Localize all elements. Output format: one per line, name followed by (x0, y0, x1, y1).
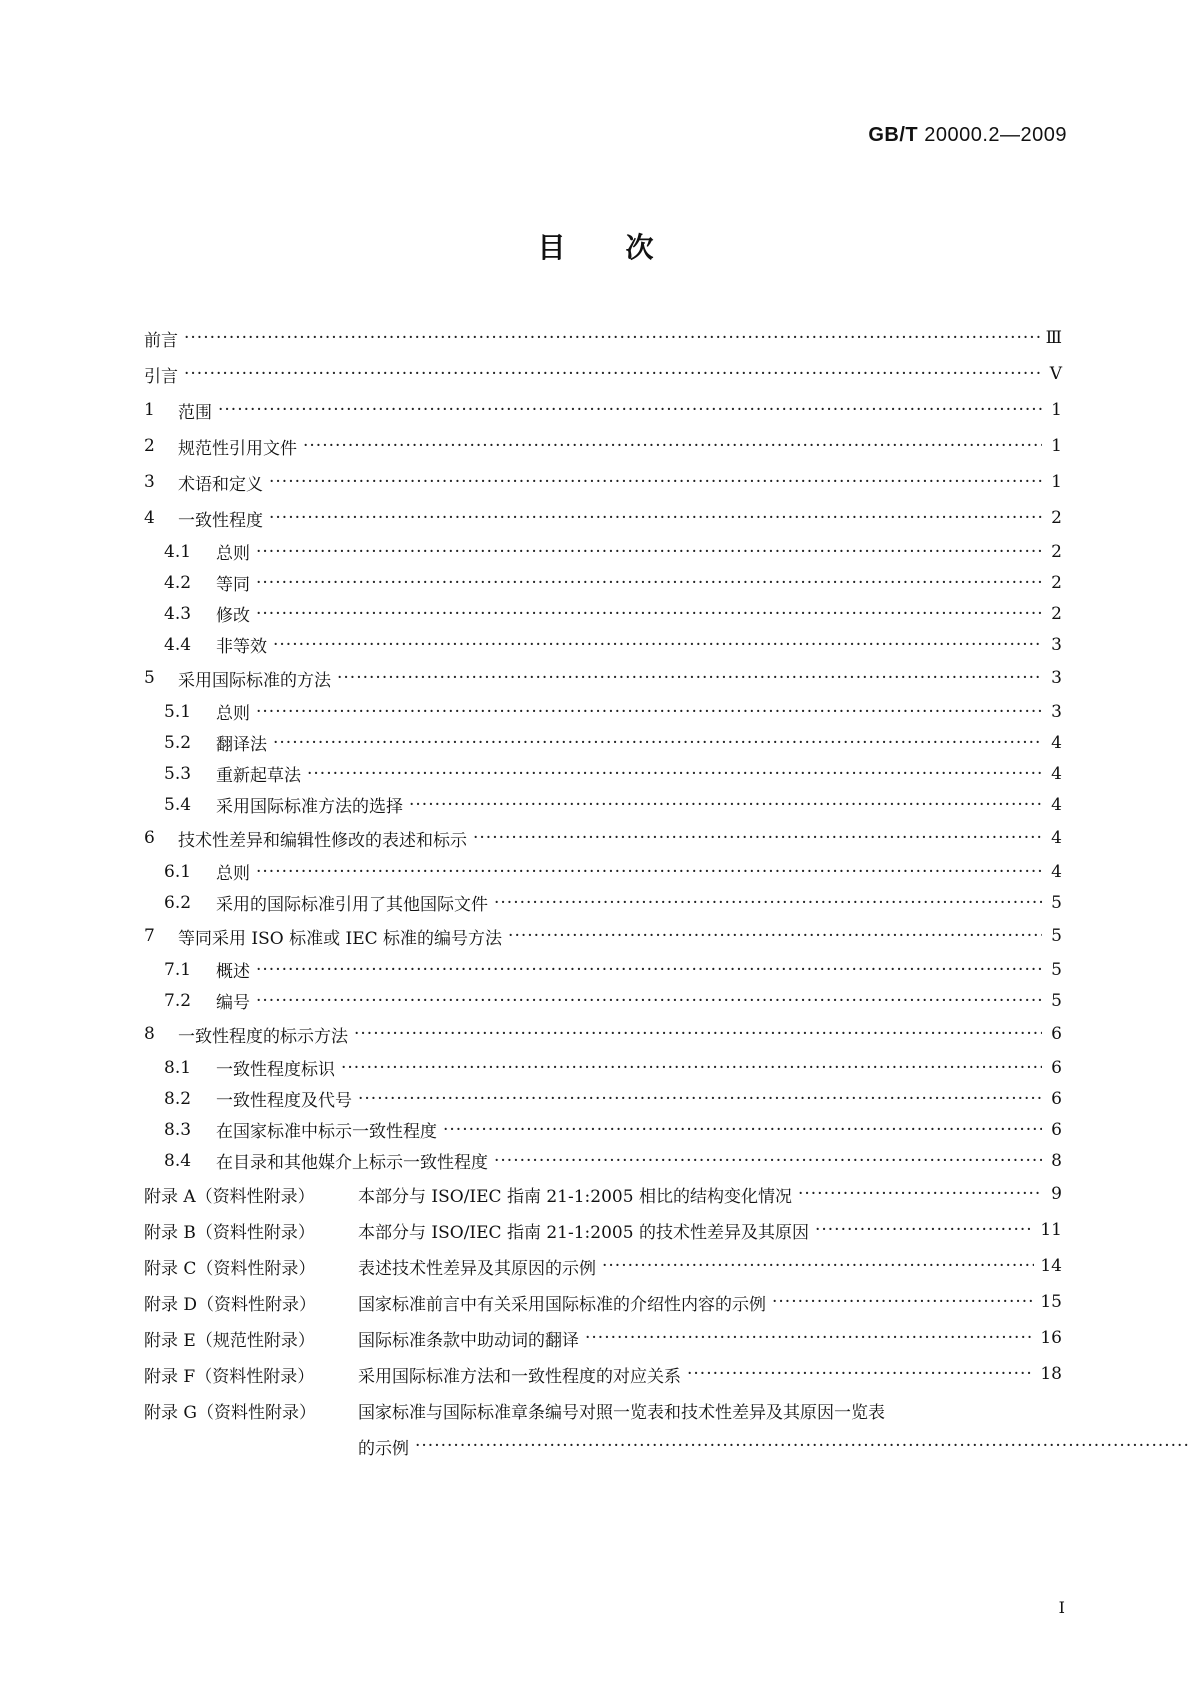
toc-entry-number: 3 (144, 472, 155, 492)
toc-entry-label: 总则 (216, 864, 250, 884)
toc-entry-label: 等同采用 ISO 标准或 IEC 标准的编号方法 (178, 928, 503, 949)
annex-label: 附录 F（资料性附录） (144, 1366, 315, 1387)
toc-entry-page: 3 (1051, 634, 1062, 655)
toc-entry-page: 2 (1051, 508, 1062, 528)
toc-entry-page: 14 (1040, 1256, 1062, 1276)
annex-title: 国家标准前言中有关采用国际标准的介绍性内容的示例 (358, 1294, 766, 1315)
toc-entry-page: Ⅲ (1045, 328, 1062, 348)
dot-leader (256, 862, 1042, 882)
toc-entry-number: 4.3 (164, 603, 192, 624)
toc-subentry[interactable] (144, 567, 1062, 598)
toc-entry-number: 8.4 (164, 1150, 192, 1171)
toc-annex-entry[interactable] (144, 1212, 1062, 1248)
toc-entry-page: 6 (1051, 1024, 1062, 1044)
standard-code-prefix: GB/T (868, 124, 919, 146)
toc-entry-page: 6 (1051, 1088, 1062, 1109)
annex-title: 表述技术性差异及其原因的示例 (358, 1258, 596, 1279)
toc-entry-number: 6 (144, 828, 155, 848)
toc-entry-page: Ⅴ (1049, 364, 1062, 384)
toc-entry-label: 等同 (216, 575, 250, 595)
dot-leader (815, 1220, 1034, 1240)
annex-label: 附录 G（资料性附录） (144, 1402, 316, 1423)
dot-leader (473, 828, 1042, 848)
dot-leader (602, 1256, 1034, 1276)
dot-leader (415, 1436, 1191, 1456)
dot-leader (508, 926, 1042, 946)
dot-leader (409, 795, 1042, 815)
toc-entry-page: 11 (1040, 1220, 1062, 1240)
toc-annex-entry[interactable] (144, 1356, 1062, 1392)
toc-subentry[interactable] (144, 887, 1062, 918)
toc-entry-label: 一致性程度及代号 (216, 1091, 352, 1111)
toc-entry-number: 2 (144, 436, 155, 456)
toc-entry-number: 5.3 (164, 763, 192, 784)
toc-entry-number: 4.2 (164, 572, 192, 593)
toc-entry-number: 7.1 (164, 959, 192, 980)
annex-title: 国际标准条款中助动词的翻译 (358, 1330, 579, 1351)
toc-entry-label: 规范性引用文件 (178, 438, 297, 459)
dot-leader (269, 508, 1042, 528)
annex-title-line2-row (358, 1428, 1191, 1464)
toc-entry[interactable] (144, 820, 1062, 856)
toc-entry-number: 8.2 (164, 1088, 192, 1109)
toc-annex-entry-g[interactable] (144, 1392, 1062, 1464)
toc-subentry[interactable] (144, 758, 1062, 789)
annex-title: 本部分与 ISO/IEC 指南 21-1:2005 相比的结构变化情况 (358, 1186, 792, 1207)
toc-entry-number: 8.3 (164, 1119, 192, 1140)
toc-entry-label: 概述 (216, 962, 250, 982)
toc-entry-number: 6.1 (164, 861, 192, 882)
dot-leader (443, 1120, 1042, 1140)
toc-entry-label: 一致性程度的标示方法 (178, 1026, 348, 1047)
dot-leader (772, 1292, 1034, 1312)
toc-entry-page: 9 (1051, 1184, 1062, 1204)
toc-entry-label: 总则 (216, 544, 250, 564)
toc-annex-entry[interactable] (144, 1320, 1062, 1356)
toc-entry-label: 非等效 (216, 637, 267, 657)
toc-entry-label: 采用国际标准方法的选择 (216, 797, 403, 817)
toc-subentry[interactable] (144, 727, 1062, 758)
toc-entry-label: 在目录和其他媒介上标示一致性程度 (216, 1153, 488, 1173)
toc-entry-number: 5 (144, 668, 155, 688)
toc-entry-label: 编号 (216, 993, 250, 1013)
standard-code-number: 20000.2—2009 (924, 124, 1067, 146)
toc-entry-page: 5 (1051, 990, 1062, 1011)
toc-subentry[interactable] (144, 1114, 1062, 1145)
toc-entry[interactable] (144, 918, 1062, 954)
toc-entry-number: 8.1 (164, 1057, 192, 1078)
toc-entry[interactable] (144, 660, 1062, 696)
annex-label: 附录 A（资料性附录） (144, 1186, 315, 1207)
dot-leader (256, 702, 1042, 722)
annex-title: 本部分与 ISO/IEC 指南 21-1:2005 的技术性差异及其原因 (358, 1222, 809, 1243)
toc-entry-label: 一致性程度 (178, 510, 263, 531)
toc-subentry[interactable] (144, 629, 1062, 660)
toc-entry-number: 8 (144, 1024, 155, 1044)
dot-leader (494, 1151, 1042, 1171)
dot-leader (256, 960, 1042, 980)
toc-entry-page: 4 (1051, 861, 1062, 882)
toc-entry-page: 6 (1051, 1119, 1062, 1140)
toc-entry-number: 7.2 (164, 990, 192, 1011)
toc-subentry[interactable] (144, 1145, 1062, 1176)
dot-leader (184, 364, 1042, 384)
dot-leader (256, 542, 1042, 562)
standard-code (868, 124, 1067, 147)
toc-entry-label: 翻译法 (216, 735, 267, 755)
toc-entry-number: 6.2 (164, 892, 192, 913)
annex-label: 附录 E（规范性附录） (144, 1330, 315, 1351)
toc-subentry[interactable] (144, 598, 1062, 629)
annex-title-line2: 的示例 (358, 1438, 409, 1459)
toc-entry-page: 3 (1051, 668, 1062, 688)
toc-entry-label: 技术性差异和编辑性修改的表述和标示 (178, 830, 467, 851)
toc-annex-entry[interactable] (144, 1248, 1062, 1284)
toc-entry-label: 总则 (216, 704, 250, 724)
dot-leader (273, 733, 1042, 753)
toc-subentry[interactable] (144, 985, 1062, 1016)
toc-entry-introduction[interactable] (144, 356, 1062, 392)
toc-entry-label: 引言 (144, 366, 178, 387)
toc-subentry[interactable] (144, 696, 1062, 727)
toc-entry-page: 1 (1051, 472, 1062, 492)
toc-subentry[interactable] (144, 954, 1062, 985)
toc-entry-number: 4.4 (164, 634, 192, 655)
toc-entry-number: 7 (144, 926, 155, 946)
toc-entry-page: 5 (1051, 959, 1062, 980)
dot-leader (585, 1328, 1034, 1348)
dot-leader (337, 668, 1042, 688)
toc-subentry[interactable] (144, 856, 1062, 887)
dot-leader (269, 472, 1042, 492)
toc-entry-page: 2 (1051, 572, 1062, 593)
toc-entry[interactable] (144, 428, 1062, 464)
toc-entry-label: 修改 (216, 606, 250, 626)
toc-entry-number: 5.1 (164, 701, 192, 722)
dot-leader (218, 400, 1042, 420)
dot-leader (687, 1364, 1034, 1384)
annex-label: 附录 D（资料性附录） (144, 1294, 317, 1315)
dot-leader (256, 573, 1042, 593)
toc-entry-number: 1 (144, 400, 155, 420)
toc-entry-label: 采用国际标准的方法 (178, 670, 331, 691)
dot-leader (303, 436, 1042, 456)
dot-leader (256, 991, 1042, 1011)
dot-leader (341, 1058, 1042, 1078)
toc-entry[interactable] (144, 464, 1062, 500)
dot-leader (256, 604, 1042, 624)
dot-leader (307, 764, 1042, 784)
toc-entry-page: 3 (1051, 701, 1062, 722)
table-of-contents (144, 320, 1062, 1464)
annex-title-block (358, 1392, 1191, 1464)
toc-entry[interactable] (144, 500, 1062, 536)
toc-annex-entry[interactable] (144, 1284, 1062, 1320)
toc-entry[interactable] (144, 1016, 1062, 1052)
toc-entry-number: 4 (144, 508, 155, 528)
toc-entry-page: 18 (1040, 1364, 1062, 1384)
toc-entry-label: 在国家标准中标示一致性程度 (216, 1122, 437, 1142)
toc-entry-page: 4 (1051, 732, 1062, 753)
toc-entry-label: 范围 (178, 402, 212, 423)
toc-subentry[interactable] (144, 1083, 1062, 1114)
toc-entry-page: 15 (1040, 1292, 1062, 1312)
dot-leader (354, 1024, 1042, 1044)
dot-leader (494, 893, 1042, 913)
toc-entry-page: 1 (1051, 400, 1062, 420)
page-number: Ⅰ (1058, 1598, 1065, 1617)
annex-title: 采用国际标准方法和一致性程度的对应关系 (358, 1366, 681, 1387)
toc-entry-page: 2 (1051, 603, 1062, 624)
toc-entry[interactable] (144, 392, 1062, 428)
dot-leader (273, 635, 1042, 655)
toc-entry-page: 4 (1051, 763, 1062, 784)
annex-label: 附录 C（资料性附录） (144, 1258, 316, 1279)
page-title: 目次 (537, 231, 714, 264)
toc-entry-page: 4 (1051, 794, 1062, 815)
annex-label: 附录 B（资料性附录） (144, 1222, 315, 1243)
toc-entry-label: 采用的国际标准引用了其他国际文件 (216, 895, 488, 915)
toc-entry-number: 4.1 (164, 541, 192, 562)
dot-leader (358, 1089, 1042, 1109)
toc-entry-label: 一致性程度标识 (216, 1060, 335, 1080)
toc-entry-page: 4 (1051, 828, 1062, 848)
toc-entry-page: 6 (1051, 1057, 1062, 1078)
toc-entry-page: 16 (1040, 1328, 1062, 1348)
toc-entry-page: 8 (1051, 1150, 1062, 1171)
toc-entry-label: 前言 (144, 330, 178, 351)
dot-leader (184, 328, 1040, 348)
toc-subentry[interactable] (144, 1052, 1062, 1083)
toc-entry-page: 5 (1051, 926, 1062, 946)
toc-entry-page: 5 (1051, 892, 1062, 913)
toc-entry-label: 术语和定义 (178, 474, 263, 495)
annex-title-line1: 国家标准与国际标准章条编号对照一览表和技术性差异及其原因一览表 (358, 1402, 885, 1423)
toc-entry-number: 5.4 (164, 794, 192, 815)
toc-entry-number: 5.2 (164, 732, 192, 753)
dot-leader (798, 1184, 1042, 1204)
toc-entry-page: 1 (1051, 436, 1062, 456)
toc-annex-entry[interactable] (144, 1176, 1062, 1212)
toc-entry-label: 重新起草法 (216, 766, 301, 786)
toc-subentry[interactable] (144, 789, 1062, 820)
toc-entry-page: 2 (1051, 541, 1062, 562)
toc-entry-foreword[interactable] (144, 320, 1062, 356)
toc-subentry[interactable] (144, 536, 1062, 567)
